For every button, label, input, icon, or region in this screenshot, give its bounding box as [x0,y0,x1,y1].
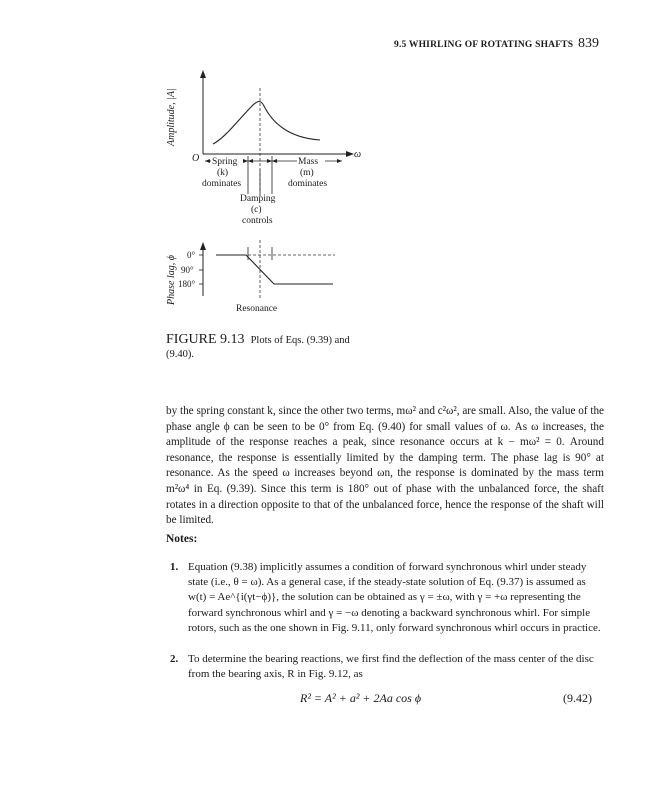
equation-9-42: R² = A² + a² + 2Aa cos ϕ [300,691,422,705]
note-2-number: 2. [170,653,179,665]
note-1-text: Equation (9.38) implicitly assumes a condition of forward synchronous whirl under steady state (i.e., θ = ω). As a general case, if the steady-state solution of Eq. (9.37) is assumed as w(t) = Ae^{i(γt−ϕ)}, the solution can be obtained as γ = ±ω, with γ = +ω representing the forward synchronous whirl and γ = −ω denoting a backward synchronous whirl. For simple rotors, such as the one shown in Fig. 9.11, only forward synchronous whirl occurs in practice. [188,561,601,634]
damping-controls: controls [242,216,273,226]
omega-label: ω [354,149,362,160]
figure-9-13 [150,60,380,320]
damping-label: Damping [240,194,276,204]
notes-title: Notes: [166,533,198,545]
body-paragraph: by the spring constant k, since the other two terms, mω² and c²ω², are small. Also, the value of the phase angle ϕ can be seen to be 0° from Eq. (9.40) for small values of ω. As ω increases, the amplitude of the response reaches a peak, since resonance occurs at k − mω² = 0. Around resonance, the response is essentially limited by the damping term. The phase lag is 90° at resonance. As the speed ω increases beyond ωn, the response is dominated by the mass term m²ω⁴ in Eq. (9.39). Since this term is 180° out of phase with the unbalanced force, the shaft rotates in a direction opposite to that of the unbalanced force, hence the response of the shaft will be limited. [166,405,605,527]
caption-text: Plots of Eqs. (9.39) and (9.40). [166,335,350,360]
amplitude-y-arrow [200,70,206,78]
note-2-text: To determine the bearing reactions, we first find the deflection of the mass center of the disc from the bearing axis, R in Fig. 9.12, as [188,653,594,681]
figure-caption [166,333,366,362]
equation-number: (9.42) [563,691,592,705]
mass-label: Mass [298,157,319,167]
amplitude-axis-label: Amplitude, |A| [166,88,177,146]
spring-dominates: dominates [202,179,242,189]
page-number: 839 [578,36,599,51]
resonance-label: Resonance [236,304,278,314]
phase-tick-180: 180° [178,279,196,289]
phase-axis-label: Phase lag, ϕ [166,255,177,305]
mass-m: (m) [300,168,314,178]
note-1-number: 1. [170,561,179,573]
caption-number: FIGURE 9.13 [166,332,245,347]
spring-k: (k) [217,168,229,178]
mass-dominates: dominates [288,179,328,189]
phase-tick-0: 0° [187,250,196,260]
amplitude-curve [213,102,320,145]
running-header: 9.5 WHIRLING OF ROTATING SHAFTS [394,40,574,50]
note-1 [170,560,604,636]
phase-tick-90: 90° [181,265,194,275]
amplitude-x-arrow [346,151,354,157]
origin-label: O [192,153,200,164]
note-2 [170,652,604,682]
phase-curve [216,255,333,284]
damping-c: (c) [251,205,262,215]
spring-label: Spring [212,157,238,167]
